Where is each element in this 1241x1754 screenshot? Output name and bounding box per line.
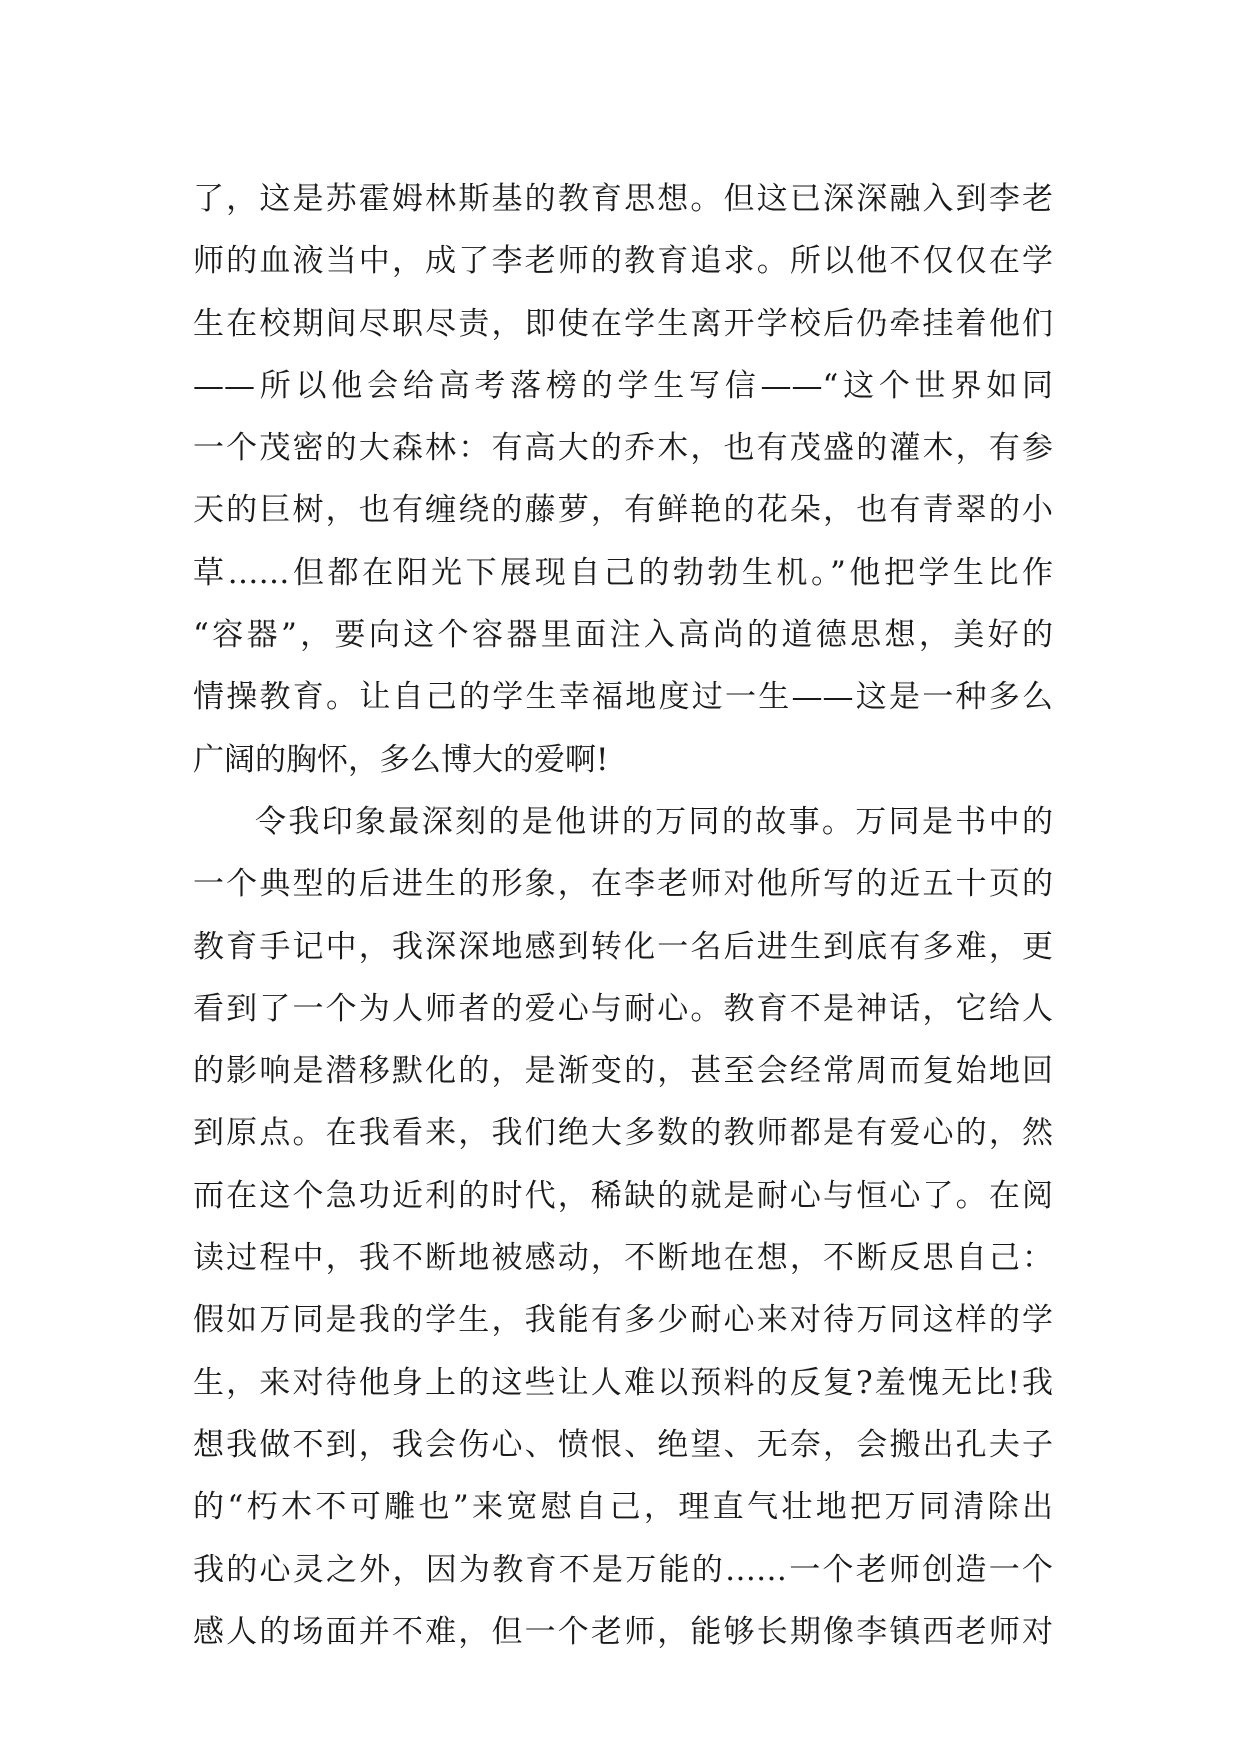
text-line: 我的心灵之外，因为教育不是万能的……一个老师创造一个 (193, 1551, 1053, 1588)
text-line: “容器”，要向这个容器里面注入高尚的道德思想，美好的 (193, 617, 1053, 654)
text-line: 到原点。在我看来，我们绝大多数的教师都是有爱心的，然 (193, 1115, 1053, 1152)
text-line: ——所以他会给高考落榜的学生写信——“这个世界如同 (193, 367, 1053, 404)
text-line: 情操教育。让自己的学生幸福地度过一生——这是一种多么 (193, 679, 1053, 716)
text-line: 生在校期间尽职尽责，即使在学生离开学校后仍牵挂着他们 (193, 305, 1053, 342)
text-line: 而在这个急功近利的时代，稀缺的就是耐心与恒心了。在阅 (193, 1177, 1053, 1214)
text-line: 令我印象最深刻的是他讲的万同的故事。万同是书中的 (255, 803, 1053, 840)
paragraph-2 (193, 791, 1053, 1663)
text-line: 生，来对待他身上的这些让人难以预料的反复?羞愧无比!我 (193, 1364, 1053, 1401)
body-text (193, 168, 1053, 1663)
text-line: 了，这是苏霍姆林斯基的教育思想。但这已深深融入到李老 (193, 181, 1053, 217)
text-line: 一个茂密的大森林：有高大的乔木，也有茂盛的灌木，有参 (193, 430, 1053, 467)
text-line: 看到了一个为人师者的爱心与耐心。教育不是神话，它给人 (193, 990, 1053, 1027)
text-line: 读过程中，我不断地被感动，不断地在想，不断反思自己： (193, 1240, 1053, 1277)
text-line: 的影响是潜移默化的，是渐变的，甚至会经常周而复始地回 (193, 1053, 1053, 1090)
text-line: 的“朽木不可雕也”来宽慰自己，理直气壮地把万同清除出 (193, 1489, 1053, 1526)
text-line: 一个典型的后进生的形象，在李老师对他所写的近五十页的 (193, 866, 1053, 903)
text-line: 草……但都在阳光下展现自己的勃勃生机。”他把学生比作 (193, 554, 1053, 591)
paragraph-1 (193, 168, 1053, 791)
text-line: 师的血液当中，成了李老师的教育追求。所以他不仅仅在学 (193, 243, 1053, 280)
text-line: 天的巨树，也有缠绕的藤萝，有鲜艳的花朵，也有青翠的小 (193, 492, 1053, 529)
text-line: 教育手记中，我深深地感到转化一名后进生到底有多难，更 (193, 928, 1053, 965)
text-line: 广阔的胸怀，多么博大的爱啊! (193, 741, 609, 778)
text-line: 感人的场面并不难，但一个老师，能够长期像李镇西老师对 (193, 1613, 1053, 1650)
text-line: 想我做不到，我会伤心、愤恨、绝望、无奈，会搬出孔夫子 (193, 1426, 1053, 1463)
text-line: 假如万同是我的学生，我能有多少耐心来对待万同这样的学 (193, 1302, 1053, 1339)
